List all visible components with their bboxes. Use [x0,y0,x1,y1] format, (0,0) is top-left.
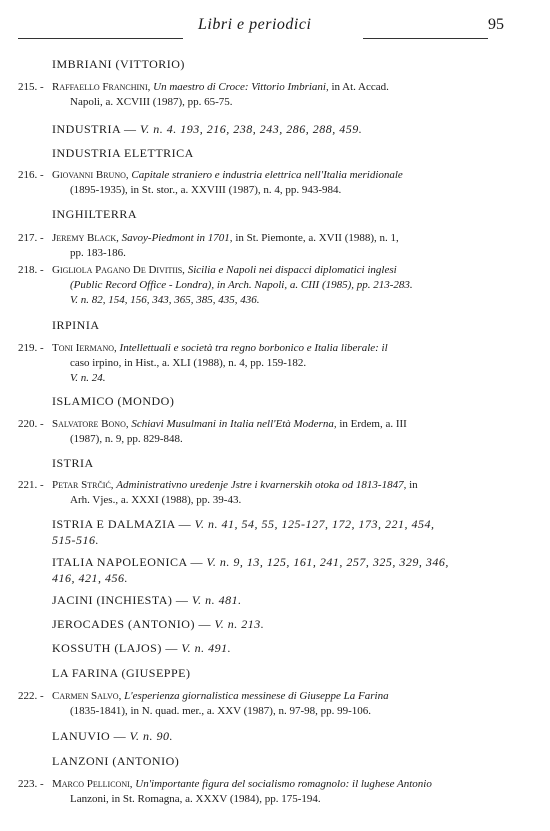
xref-refs: V. n. 213. [214,617,265,631]
bibliography-entry [18,168,488,198]
running-title: Libri e periodici [198,16,312,33]
xref-refs: V. n. 481. [191,593,242,607]
xref-label: LANUVIO — [52,729,127,743]
subject-heading: ISTRIA [52,456,94,470]
bibliography-entry [18,777,488,807]
cross-reference [52,729,173,744]
xref-label: INDUSTRIA — [52,122,137,136]
entry-author: Salvatore Bono, [52,418,129,430]
entry-title: Administrativno uredenje Jstre i kvarnerskih otoka od 1813-1847, [116,479,407,491]
entry-title: Schiavi Musulmani in Italia nell'Età Moderna, [131,418,337,430]
entry-number: 217. - [18,232,44,244]
xref-refs-continuation: 515-516. [52,533,99,547]
entry-number: 220. - [18,418,44,430]
entry-number: 216. - [18,169,44,181]
entry-continuation: (1835-1841), in N. quad. mer., a. XXV (1987), n. 97-98, pp. 99-106. [70,705,372,717]
entry-number: 218. - [18,264,44,276]
entry-number: 223. - [18,778,44,790]
bibliography-entry [18,417,488,447]
entry-continuation: (1987), n. 9, pp. 829-848. [70,433,183,445]
entry-author: Carmen Salvo, [52,690,122,702]
entry-source: in At. Accad. [331,81,389,93]
xref-label: ISTRIA E DALMAZIA — [52,517,192,531]
entry-continuation: Arh. Vjes., a. XXXI (1988), pp. 39-43. [70,494,242,506]
entry-source: in [409,479,418,491]
xref-label: JACINI (INCHIESTA) — [52,593,189,607]
cross-reference [52,641,231,656]
subject-heading: IRPINIA [52,318,100,332]
entry-continuation: (Public Record Office - Londra), in Arch. Napoli, a. CIII (1985), pp. 213-283. [70,279,413,291]
bibliography-entry [18,689,488,719]
subject-heading: INDUSTRIA ELETTRICA [52,146,194,160]
entry-author: Petar Strčić, [52,479,114,491]
entry-title: Capitale straniero e industria elettrica nell'Italia meridionale [131,169,403,181]
entry-author: Marco Pelliconi, [52,778,133,790]
entry-title: Un maestro di Croce: Vittorio Imbriani, [153,81,329,93]
subject-heading: LA FARINA (GIUSEPPE) [52,666,191,680]
entry-author: Giovanni Bruno, [52,169,129,181]
page-number: 95 [488,16,504,33]
entry-title: L'esperienza giornalistica messinese di Giuseppe La Farina [124,690,389,702]
entry-title: Un'importante figura del socialismo romagnolo: il lughese Antonio [135,778,432,790]
entry-title: Intellettuali e società tra regno borbonico e Italia liberale: il [119,342,388,354]
entry-author: Gigliola Pagano De Divitiis, [52,264,185,276]
subject-heading: INGHILTERRA [52,207,138,221]
bibliography-entry [18,80,488,110]
header-rule-right [363,38,488,39]
cross-reference [52,516,492,548]
cross-reference [52,593,242,608]
entry-continuation: caso irpino, in Hist., a. XLI (1988), n. 4, pp. 159-182. [70,357,307,369]
xref-refs: V. n. 9, 13, 125, 161, 241, 257, 325, 329, 346, [206,555,449,569]
xref-label: KOSSUTH (LAJOS) — [52,641,178,655]
xref-refs: V. n. 41, 54, 55, 125-127, 172, 173, 221, 454, [194,517,435,531]
entry-continuation: pp. 183-186. [70,247,126,259]
entry-source: in Erdem, a. III [339,418,407,430]
entry-author: Toni Iermano, [52,342,117,354]
subject-heading: LANZONI (ANTONIO) [52,754,180,768]
entry-see-also: V. n. 82, 154, 156, 343, 365, 385, 435, 436. [70,294,260,306]
xref-label: ITALIA NAPOLEONICA — [52,555,204,569]
entry-number: 221. - [18,479,44,491]
entry-number: 219. - [18,342,44,354]
entry-continuation: Napoli, a. XCVIII (1987), pp. 65-75. [70,96,233,108]
subject-heading: ISLAMICO (MONDO) [52,394,175,408]
cross-reference [52,122,362,137]
header-rule-left [18,38,183,39]
bibliography-entry [18,341,488,386]
cross-reference [52,554,492,586]
entry-title: Savoy-Piedmont in 1701, [121,232,233,244]
xref-label: JEROCADES (ANTONIO) — [52,617,211,631]
cross-reference [52,617,264,632]
bibliography-entry [18,263,488,308]
xref-refs: V. n. 491. [181,641,232,655]
running-header [18,14,530,36]
entry-author: Raffaello Franchini, [52,81,151,93]
bibliography-entry [18,231,488,261]
entry-number: 215. - [18,81,44,93]
subject-heading: IMBRIANI (VITTORIO) [52,57,185,71]
entry-continuation: Lanzoni, in St. Romagna, a. XXXV (1984), pp. 175-194. [70,793,321,805]
entry-source: in St. Piemonte, a. XVII (1988), n. 1, [235,232,399,244]
xref-refs: V. n. 4. 193, 216, 238, 243, 286, 288, 459. [140,122,363,136]
entry-author: Jeremy Black, [52,232,119,244]
entry-see-also: V. n. 24. [70,372,106,384]
entry-continuation: (1895-1935), in St. stor., a. XXVIII (1987), n. 4, pp. 943-984. [70,184,342,196]
entry-number: 222. - [18,690,44,702]
xref-refs: V. n. 90. [129,729,173,743]
bibliography-entry [18,478,488,508]
entry-title: Sicilia e Napoli nei dispacci diplomatici inglesi [187,264,397,276]
xref-refs-continuation: 416, 421, 456. [52,571,128,585]
